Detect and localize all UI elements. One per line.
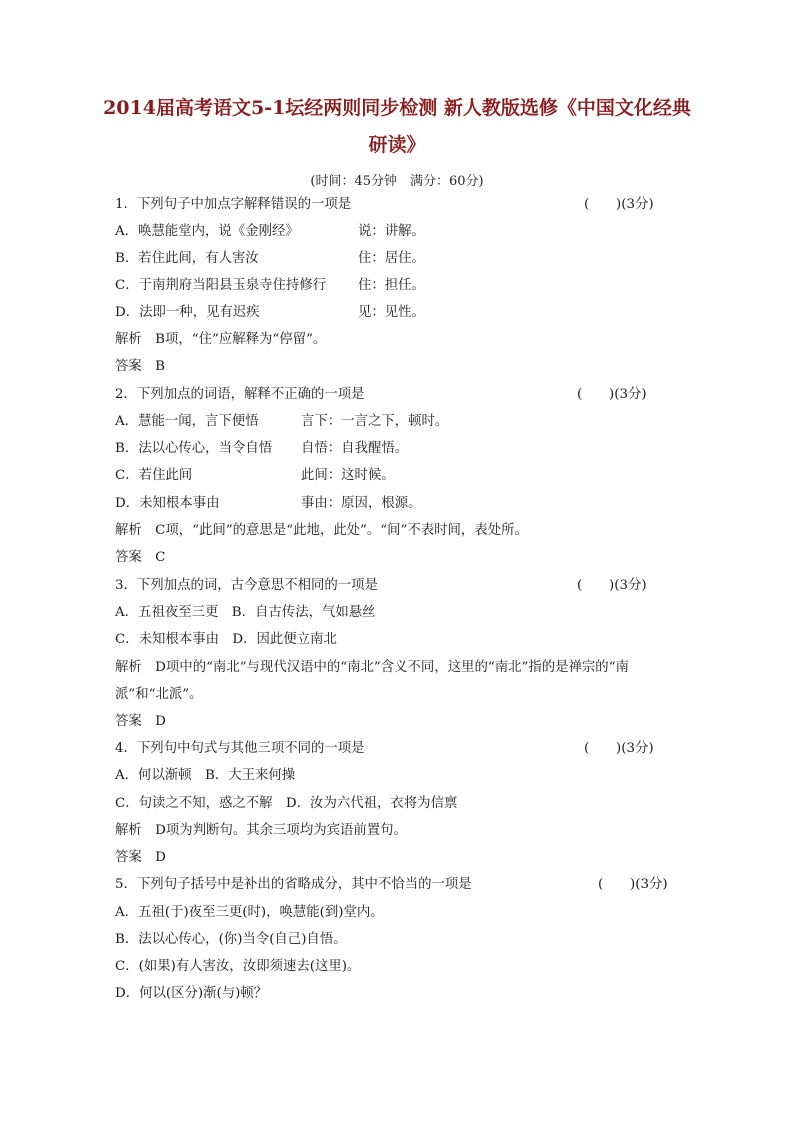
question-1-stem: 1．下列句子中加点字解释错误的一项是 <box>115 197 352 212</box>
q3-options-ab: A．五祖夜至三更 B．自古传法，气如悬丝 <box>115 605 376 620</box>
q1-option-a: A．唤慧能堂内，说《金刚经》 <box>115 224 299 239</box>
q1-answer: 答案 B <box>115 359 166 374</box>
question-3-score: ( )(3分) <box>577 578 647 593</box>
q3-answer: 答案 D <box>115 714 166 729</box>
q2-option-a-gloss: 言下：一言之下，顿时。 <box>301 414 449 429</box>
question-1-score: ( )(3分) <box>584 197 654 212</box>
q2-option-d-gloss: 事由：原因，根源。 <box>301 496 422 511</box>
question-2-score: ( )(3分) <box>577 387 647 402</box>
q3-analysis-line2: 派”和“北派”。 <box>115 687 203 702</box>
q1-option-c: C．于南荆府当阳县玉泉寺住持修行 <box>115 278 327 293</box>
q1-option-d: D．法即一种，见有迟疾 <box>115 305 260 320</box>
q2-option-c: C．若住此间 <box>115 468 193 483</box>
question-4-stem: 4．下列句中句式与其他三项不同的一项是 <box>115 741 365 756</box>
question-5-score: ( )(3分) <box>598 877 668 892</box>
q2-option-b: B．法以心传心，当令自悟 <box>115 441 273 456</box>
q1-analysis: 解析 B项，“住”应解释为“停留”。 <box>115 332 327 347</box>
question-4-score: ( )(3分) <box>584 741 654 756</box>
exam-info: (时间：45分钟 满分：60分) <box>310 174 484 189</box>
q2-option-a: A．慧能一闻，言下便悟 <box>115 414 259 429</box>
question-2-stem: 2．下列加点的词语，解释不正确的一项是 <box>115 387 365 402</box>
q1-option-c-gloss: 住：担任。 <box>358 278 425 293</box>
q2-option-b-gloss: 自悟：自我醒悟。 <box>301 441 409 456</box>
q1-option-b: B．若住此间，有人害汝 <box>115 251 259 266</box>
q5-option-a: A．五祖(于)夜至三更(时)，唤慧能(到)堂内。 <box>115 905 384 920</box>
doc-title-line1: 2014届高考语文5-1坛经两则同步检测 新人教版选修《中国文化经典 <box>103 97 691 119</box>
q4-options-cd: C．句读之不知，惑之不解 D．汝为六代祖，衣将为信禀 <box>115 796 458 811</box>
q1-option-d-gloss: 见：见性。 <box>358 305 425 320</box>
q1-option-a-gloss: 说：讲解。 <box>358 224 425 239</box>
q2-option-c-gloss: 此间：这时候。 <box>301 468 395 483</box>
q1-option-b-gloss: 住：居住。 <box>358 251 425 266</box>
doc-title-line2: 研读》 <box>368 134 426 156</box>
q4-answer: 答案 D <box>115 850 166 865</box>
q5-option-b: B．法以心传心，(你)当令(自己)自悟。 <box>115 932 347 947</box>
q3-options-cd: C．未知根本事由 D．因此便立南北 <box>115 632 337 647</box>
question-3-stem: 3．下列加点的词，古今意思不相同的一项是 <box>115 578 378 593</box>
q4-options-ab: A．何以渐顿 B．大王来何操 <box>115 768 296 783</box>
q4-analysis: 解析 D项为判断句。其余三项均为宾语前置句。 <box>115 823 407 838</box>
q2-answer: 答案 C <box>115 550 166 565</box>
q3-analysis-line1: 解析 D项中的“南北”与现代汉语中的“南北”含义不同，这里的“南北”指的是禅宗的“南 <box>115 660 629 675</box>
q2-option-d: D．未知根本事由 <box>115 496 220 511</box>
question-5-stem: 5．下列句子括号中是补出的省略成分，其中不恰当的一项是 <box>115 877 472 892</box>
q2-analysis: 解析 C项，“此间”的意思是“此地，此处”。“间”不表时间，表处所。 <box>115 523 528 538</box>
q5-option-d: D．何以(区分)渐(与)顿？ <box>115 986 268 1001</box>
q5-option-c: C．(如果)有人害汝，汝即须速去(这里)。 <box>115 959 361 974</box>
